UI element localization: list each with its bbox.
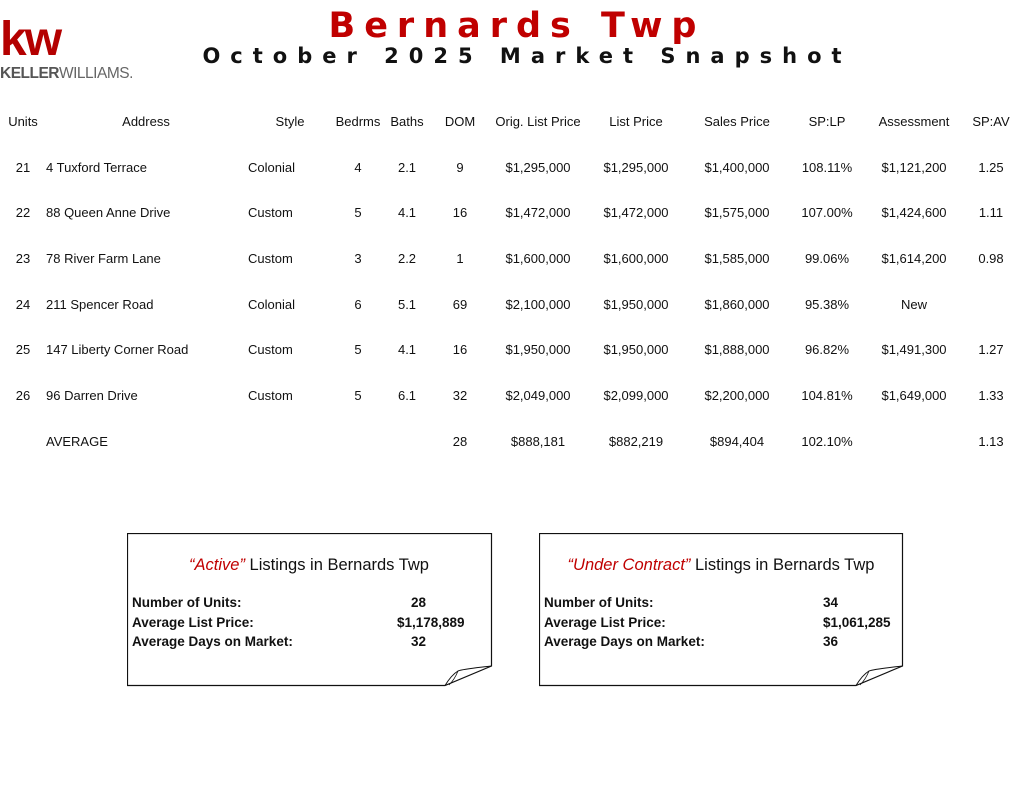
contract-dom-label: Average Days on Market: [544,634,705,649]
table-row [0,203,1024,223]
cell-style: Custom [248,388,293,403]
cell-baths: 5.1 [397,297,417,312]
average-sp-lp: 102.10% [801,434,853,449]
cell-baths: 6.1 [397,388,417,403]
cell-baths: 2.2 [397,251,417,266]
table-header-row [0,112,1024,132]
average-list-price: $882,219 [608,434,664,449]
cell-assessment: $1,491,300 [881,342,947,357]
cell-assessment: $1,649,000 [881,388,947,403]
header-assessment: Assessment [878,114,950,129]
cell-orig-list: $1,295,000 [505,160,571,175]
average-sales-price: $894,404 [709,434,765,449]
cell-sp-lp: 104.81% [801,388,853,403]
cell-sp-av: 1.27 [978,342,1004,357]
cell-bedrooms: 6 [354,297,362,312]
cell-assessment: New [900,297,928,312]
cell-orig-list: $2,049,000 [505,388,571,403]
header-orig-list: Orig. List Price [495,114,581,129]
cell-sp-lp: 95.38% [804,297,850,312]
cell-dom: 69 [452,297,468,312]
cell-list-price: $1,295,000 [603,160,669,175]
cell-list-price: $2,099,000 [603,388,669,403]
contract-price-value: $1,061,285 [823,615,891,630]
header-baths: Baths [390,114,424,129]
contract-title-rest: Listings in Bernards Twp [690,556,875,574]
table-row [0,386,1024,406]
header-units: Units [8,114,38,129]
table-row [0,158,1024,178]
cell-list-price: $1,950,000 [603,342,669,357]
average-dom: 28 [452,434,468,449]
header-style: Style [275,114,305,129]
contract-accent: “Under Contract” [567,556,691,574]
cell-units: 26 [15,388,31,403]
contract-units-label: Number of Units: [544,595,654,610]
active-title-rest: Listings in Bernards Twp [244,556,429,574]
cell-sales-price: $1,400,000 [704,160,770,175]
cell-dom: 16 [452,342,468,357]
logo-word-keller: KELLER [0,65,59,82]
active-dom-label: Average Days on Market: [132,634,293,649]
contract-price-label: Average List Price: [544,615,666,630]
average-sp-av: 1.13 [978,434,1004,449]
header-list-price: List Price [609,114,663,129]
cell-address: 211 Spencer Road [46,297,154,312]
cell-units: 25 [15,342,31,357]
cell-address: 147 Liberty Corner Road [46,342,189,357]
cell-dom: 1 [456,251,464,266]
contract-dom-value: 36 [823,634,839,649]
page-title: Bernards Twp [328,6,706,46]
cell-baths: 2.1 [397,160,417,175]
header-dom: DOM [444,114,476,129]
cell-assessment: $1,121,200 [881,160,947,175]
cell-address: 88 Queen Anne Drive [46,205,171,220]
cell-sp-lp: 107.00% [801,205,853,220]
cell-style: Colonial [248,297,295,312]
cell-dom: 9 [456,160,464,175]
contract-units-value: 34 [823,595,839,610]
cell-units: 22 [15,205,31,220]
cell-orig-list: $1,950,000 [505,342,571,357]
cell-orig-list: $2,100,000 [505,297,571,312]
cell-bedrooms: 5 [354,205,362,220]
cell-address: 4 Tuxford Terrace [46,160,147,175]
kw-logo-mark: kw [0,13,61,66]
page-subtitle: October 2025 Market Snapshot [202,44,852,68]
cell-sales-price: $1,860,000 [704,297,770,312]
header-address: Address [122,114,170,129]
header-sp-lp: SP:LP [808,114,846,129]
cell-list-price: $1,600,000 [603,251,669,266]
cell-sales-price: $2,200,000 [704,388,770,403]
cell-sales-price: $1,575,000 [704,205,770,220]
cell-units: 21 [15,160,31,175]
table-row [0,249,1024,269]
logo-word-williams: WILLIAMS. [59,65,133,82]
cell-dom: 32 [452,388,468,403]
cell-orig-list: $1,472,000 [505,205,571,220]
cell-sp-av: 1.33 [978,388,1004,403]
cell-dom: 16 [452,205,468,220]
cell-style: Custom [248,251,293,266]
cell-sp-lp: 99.06% [804,251,850,266]
contract-box-title [539,555,903,575]
active-price-value: $1,178,889 [397,615,465,630]
active-units-label: Number of Units: [132,595,242,610]
cell-units: 24 [15,297,31,312]
cell-style: Colonial [248,160,295,175]
cell-baths: 4.1 [397,205,417,220]
active-dom-value: 32 [411,634,427,649]
cell-baths: 4.1 [397,342,417,357]
cell-style: Custom [248,342,293,357]
cell-assessment: $1,614,200 [881,251,947,266]
active-accent: “Active” [189,556,245,574]
cell-orig-list: $1,600,000 [505,251,571,266]
header-sales-price: Sales Price [704,114,770,129]
cell-bedrooms: 4 [354,160,362,175]
active-box-title [127,555,491,575]
cell-sp-av: 0.98 [978,251,1004,266]
under-contract-box [539,533,903,686]
cell-address: 96 Darren Drive [46,388,138,403]
cell-sp-lp: 108.11% [801,160,853,175]
cell-bedrooms: 3 [354,251,362,266]
active-price-label: Average List Price: [132,615,254,630]
cell-sp-av: 1.11 [978,205,1004,220]
active-listings-box [127,533,491,686]
cell-sales-price: $1,888,000 [704,342,770,357]
average-row [0,432,1024,452]
active-units-value: 28 [411,595,427,610]
cell-sp-av: 1.25 [978,160,1004,175]
header-sp-av: SP:AV [972,114,1010,129]
table-row [0,295,1024,315]
cell-sp-lp: 96.82% [804,342,850,357]
cell-units: 23 [15,251,31,266]
cell-assessment: $1,424,600 [881,205,947,220]
cell-style: Custom [248,205,293,220]
cell-list-price: $1,950,000 [603,297,669,312]
cell-bedrooms: 5 [354,388,362,403]
cell-list-price: $1,472,000 [603,205,669,220]
table-row [0,340,1024,360]
average-label: AVERAGE [46,434,108,449]
cell-sales-price: $1,585,000 [704,251,770,266]
cell-bedrooms: 5 [354,342,362,357]
average-orig-list: $888,181 [510,434,566,449]
cell-address: 78 River Farm Lane [46,251,161,266]
header-bedrooms: Bedrms [335,114,381,129]
